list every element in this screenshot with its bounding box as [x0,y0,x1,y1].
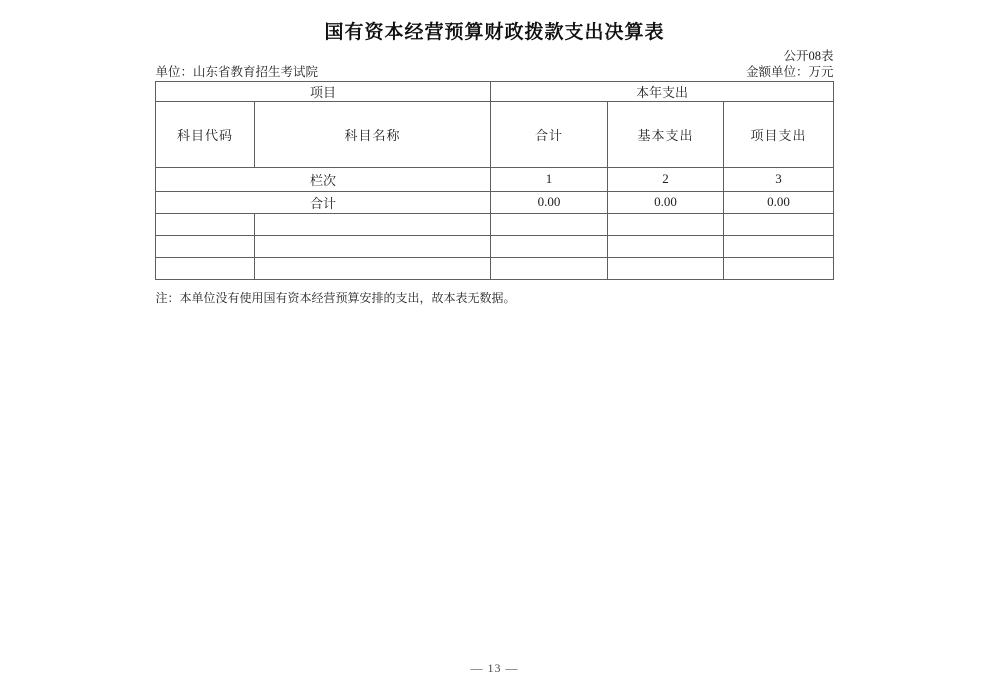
group-header-current-year: 本年支出 [491,81,834,101]
lane-value-1: 1 [491,167,608,191]
page-title: 国有资本经营预算财政拨款支出决算表 [324,22,665,43]
empty-cell [608,235,724,257]
col-header-total: 合计 [491,101,608,167]
empty-cell [155,257,254,279]
meta-line [156,65,834,79]
total-value-basic: 0.00 [608,191,724,213]
amount-unit-label: 金额单位：万元 [745,65,834,80]
total-value-total: 0.00 [491,191,608,213]
page-number: — 13 — [470,661,519,675]
empty-cell [491,257,608,279]
empty-cell [155,213,254,235]
empty-cell [254,257,490,279]
lane-label: 栏次 [155,167,490,191]
empty-cell [491,213,608,235]
expenditure-table [155,81,834,280]
table-row-empty [155,213,833,235]
col-header-basic-expenditure: 基本支出 [608,101,724,167]
lane-value-2: 2 [608,167,724,191]
table-note: 注：本单位没有使用国有资本经营预算安排的支出，故本表无数据。 [155,290,516,305]
col-header-project-expenditure: 项目支出 [724,101,834,167]
col-header-subject-code: 科目代码 [155,101,254,167]
total-label: 合计 [155,191,490,213]
empty-cell [724,235,834,257]
table-row-lane-index [155,167,833,191]
empty-cell [254,213,490,235]
empty-cell [608,213,724,235]
empty-cell [155,235,254,257]
table-row-column-headers [155,101,833,167]
table-row-group-header [155,81,833,101]
table-meta [156,49,834,80]
unit-label: 单位：山东省教育招生考试院 [155,65,319,80]
empty-cell [724,257,834,279]
table-row-empty [155,257,833,279]
empty-cell [254,235,490,257]
total-value-project: 0.00 [724,191,834,213]
lane-value-3: 3 [724,167,834,191]
group-header-project: 项目 [155,81,490,101]
table-code: 公开08表 [783,49,834,63]
table-row-empty [155,235,833,257]
table-row-total [155,191,833,213]
empty-cell [724,213,834,235]
col-header-subject-name: 科目名称 [254,101,490,167]
empty-cell [491,235,608,257]
empty-cell [608,257,724,279]
